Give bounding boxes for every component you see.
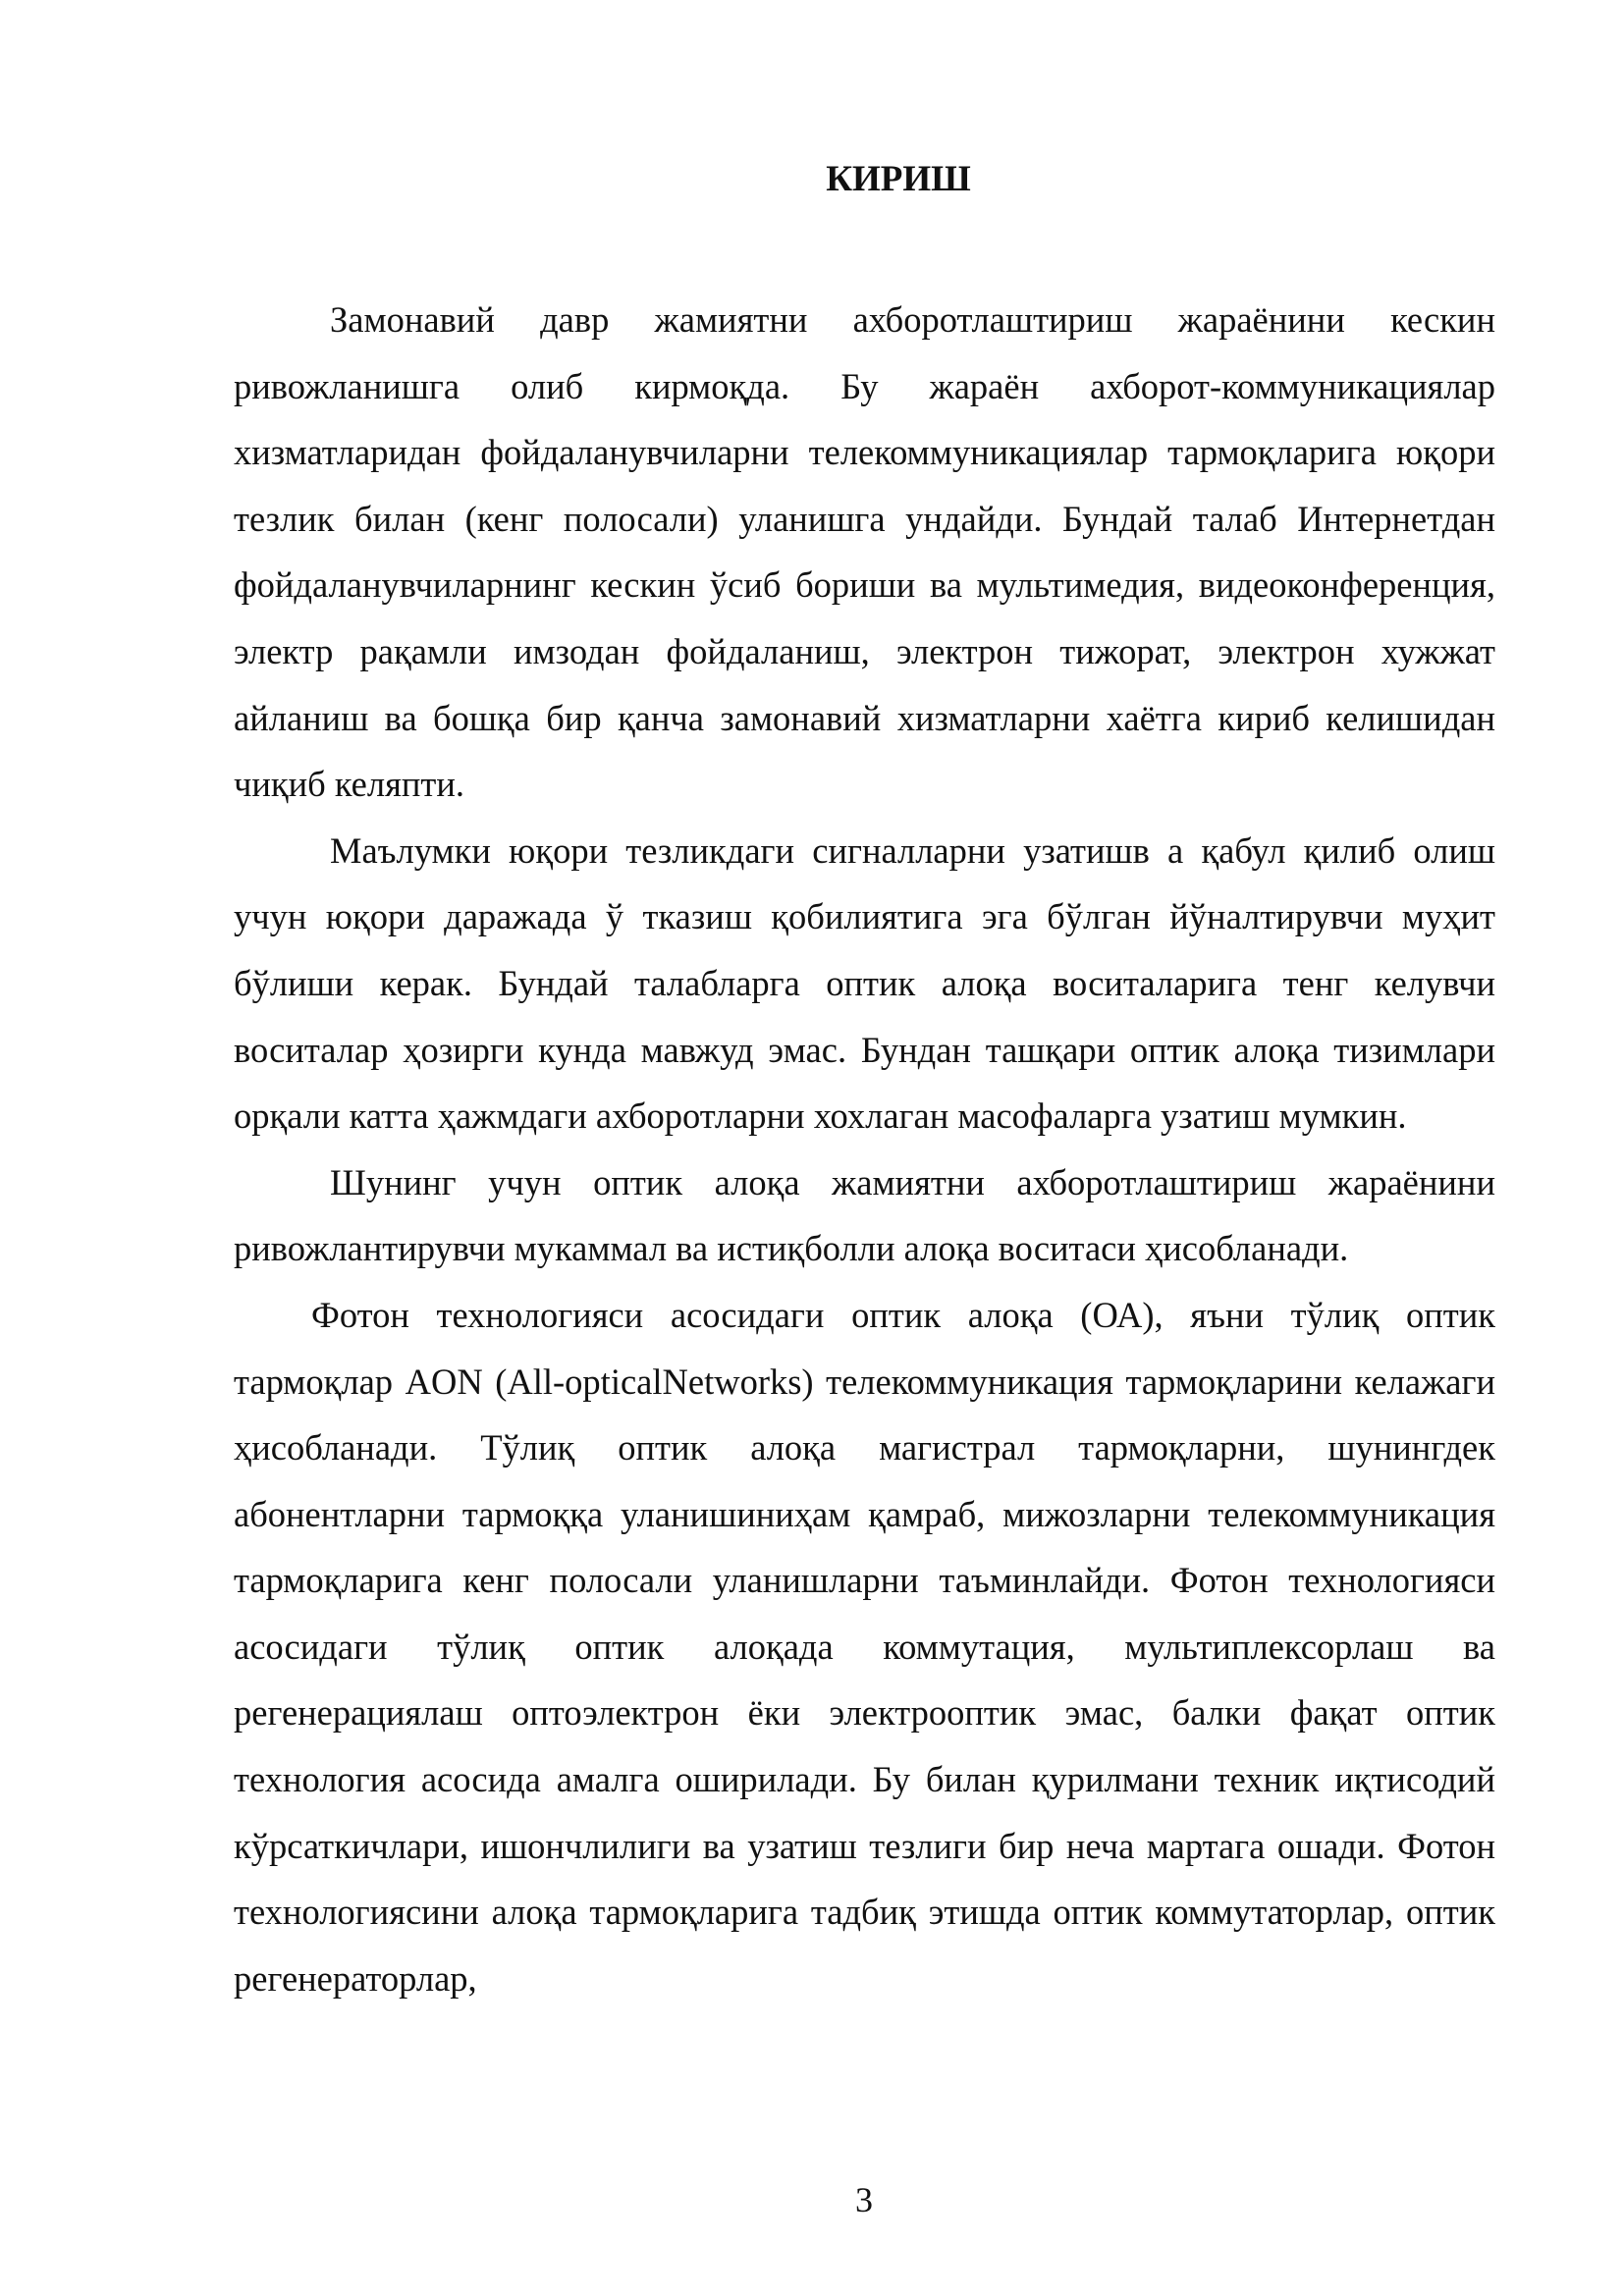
- paragraph-4: Фотон технологияси асосидаги оптик алоқа (ОА), яъни тўлиқ оптик тармоқлар AON (All-opticalNetworks) телекоммуникация тармоқларини келажаги ҳисобланади. Тўлиқ оптик алоқа магистрал тармоқларни, шунингдек абонентларни тармоққа уланишиниҳам қамраб, мижозларни телекоммуникация тармоқларига кенг полосали уланишларни таъминлайди. Фотон технологияси асосидаги тўлиқ оптик алоқада коммутация, мультиплексорлаш ва регенерациялаш оптоэлектрон ёки электрооптик эмас, балки фақат оптик технология асосида амалга оширилади. Бу билан қурилмани техник иқтисодий кўрсаткичлари, ишончлилиги ва узатиш тезлиги бир неча мартага ошади. Фотон технологиясини алоқа тармоқларига тадбиқ этишда оптик коммутаторлар, оптик регенераторлар,: [234, 1294, 1495, 1999]
- paragraph-2: Маълумки юқори тезликдаги сигналларни узатишв а қабул қилиб олиш учун юқори даражада ў тказиш қобилиятига эга бўлган йўналтирувчи муҳит бўлиши керак. Бундай талабларга оптик алоқа воситаларига тенг келувчи воситалар ҳозирги кунда мавжуд эмас. Бундан ташқари оптик алоқа тизимлари орқали катта ҳажмдаги ахборотларни хохлаган масофаларга узатиш мумкин.: [234, 829, 1495, 1137]
- paragraph-3: Шунинг учун оптик алоқа жамиятни ахборотлаштириш жараёнини ривожлантирувчи мукаммал ва истиқболли алоқа воситаси ҳисобланади.: [234, 1161, 1495, 1269]
- page-title: КИРИШ: [826, 159, 971, 199]
- paragraph-1: Замонавий давр жамиятни ахборотлаштириш жараёнини кескин ривожланишга олиб кирмоқда. Бу жараён ахборот-коммуникациялар хизматларидан фойдаланувчиларни телекоммуникациялар тармоқларига юқори тезлик билан (кенг полосали) уланишга ундайди. Бундай талаб Интернетдан фойдаланувчиларнинг кескин ўсиб бориши ва мультимедия, видеоконференция, электр рақамли имзодан фойдаланиш, электрон тижорат, электрон хужжат айланиш ва бошқа бир қанча замонавий хизматларни хаётга кириб келишидан чиқиб келяпти.: [234, 299, 1495, 805]
- body-text: [234, 287, 1495, 2011]
- page-number: 3: [855, 2180, 873, 2219]
